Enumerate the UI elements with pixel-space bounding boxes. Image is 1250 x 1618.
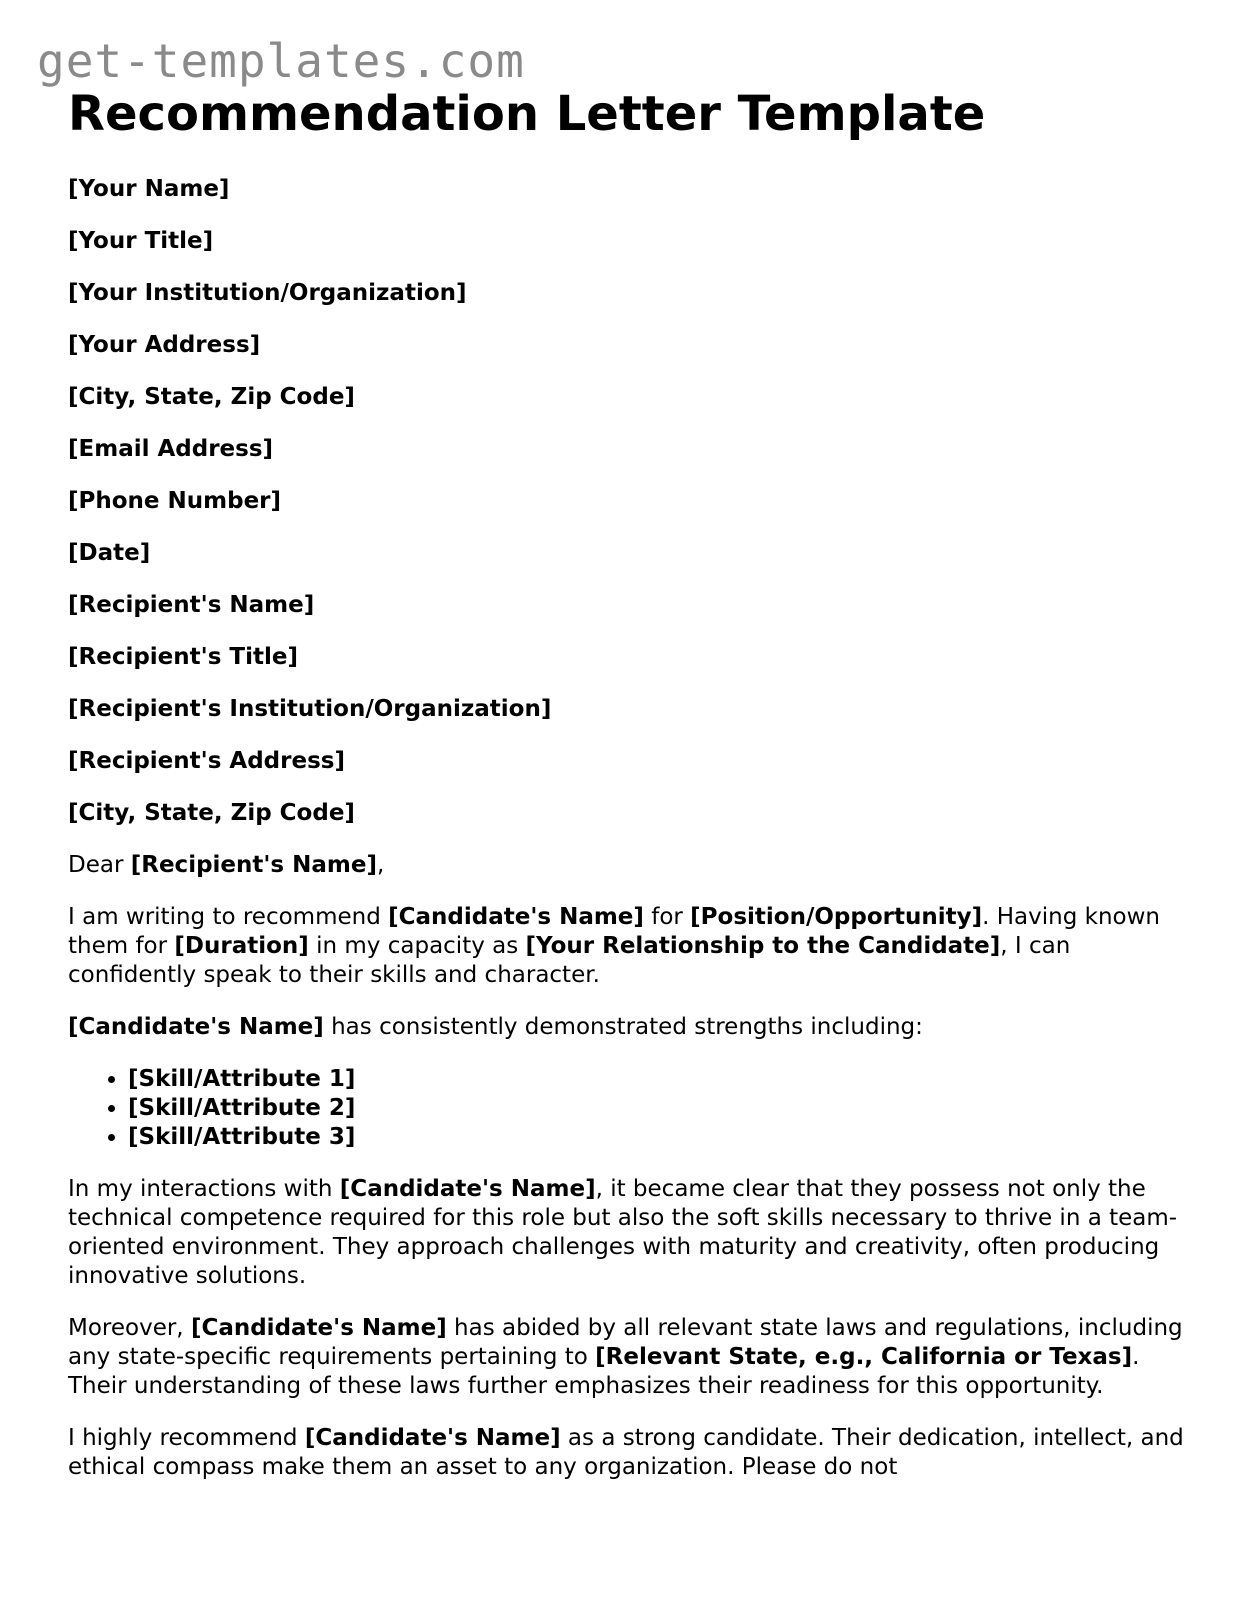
sender-address: [Your Address] xyxy=(68,332,261,358)
sender-title: [Your Title] xyxy=(68,228,214,254)
list-item: • [Skill/Attribute 1] xyxy=(128,1065,1198,1094)
list-item: • [Skill/Attribute 3] xyxy=(128,1123,1198,1152)
sender-name: [Your Name] xyxy=(68,176,230,202)
sender-email: [Email Address] xyxy=(68,436,274,462)
letter-page xyxy=(68,84,1198,1505)
paragraph-state-laws: Moreover, [Candidate's Name] has abided by all relevant state laws and regulations, including any state-specific requirements pertaining to [Relevant State, e.g., California or Texas]. Their understanding of these laws further emphasizes their readiness for this opportunity. xyxy=(68,1315,1183,1399)
recipient-address: [Recipient's Address] xyxy=(68,748,345,774)
paragraph-introduction: I am writing to recommend [Candidate's Name] for [Position/Opportunity]. Having known them for [Duration] in my capacity as [Your Relationship to the Candidate], I can confidently speak to their skills and character. xyxy=(68,904,1160,988)
skills-list xyxy=(68,1065,1198,1152)
watermark-text: get-templates.com xyxy=(37,34,525,88)
recipient-organization: [Recipient's Institution/Organization] xyxy=(68,696,552,722)
placeholder-candidate-name: [Candidate's Name] xyxy=(339,1176,596,1202)
placeholder-duration: [Duration] xyxy=(174,933,309,959)
placeholder-candidate-name: [Candidate's Name] xyxy=(68,1014,324,1040)
salutation-comma: , xyxy=(376,852,385,878)
recipient-city-state-zip: [City, State, Zip Code] xyxy=(68,800,355,826)
paragraph-interactions: In my interactions with [Candidate's Name], it became clear that they possess not only the technical competence required for this role but also the soft skills necessary to thrive in a team-oriented environment. They approach challenges with maturity and creativity, often producing innovative solutions. xyxy=(68,1176,1178,1289)
paragraph-strengths-intro: [Candidate's Name] has consistently demonstrated strengths including: xyxy=(68,1014,923,1040)
recipient-name: [Recipient's Name] xyxy=(68,592,315,618)
address-block xyxy=(68,175,1198,828)
letter-date: [Date] xyxy=(68,540,151,566)
salutation-recipient: [Recipient's Name] xyxy=(130,852,377,878)
placeholder-candidate-name: [Candidate's Name] xyxy=(388,904,644,930)
salutation xyxy=(68,851,1198,880)
placeholder-relationship: [Your Relationship to the Candidate] xyxy=(525,933,1001,959)
placeholder-candidate-name: [Candidate's Name] xyxy=(190,1315,447,1341)
page-title: Recommendation Letter Template xyxy=(68,86,986,142)
recipient-title: [Recipient's Title] xyxy=(68,644,298,670)
sender-organization: [Your Institution/Organization] xyxy=(68,280,467,306)
placeholder-position: [Position/Opportunity] xyxy=(690,904,983,930)
list-item: • [Skill/Attribute 2] xyxy=(128,1094,1198,1123)
paragraph-recommendation: I highly recommend [Candidate's Name] as a strong candidate. Their dedication, intellect, and ethical compass make them an asset to any organization. Please do not xyxy=(68,1425,1184,1480)
placeholder-candidate-name: [Candidate's Name] xyxy=(304,1425,561,1451)
salutation-prefix: Dear xyxy=(68,852,131,878)
sender-phone: [Phone Number] xyxy=(68,488,282,514)
placeholder-relevant-state: [Relevant State, e.g., California or Texas] xyxy=(595,1344,1133,1370)
sender-city-state-zip: [City, State, Zip Code] xyxy=(68,384,355,410)
